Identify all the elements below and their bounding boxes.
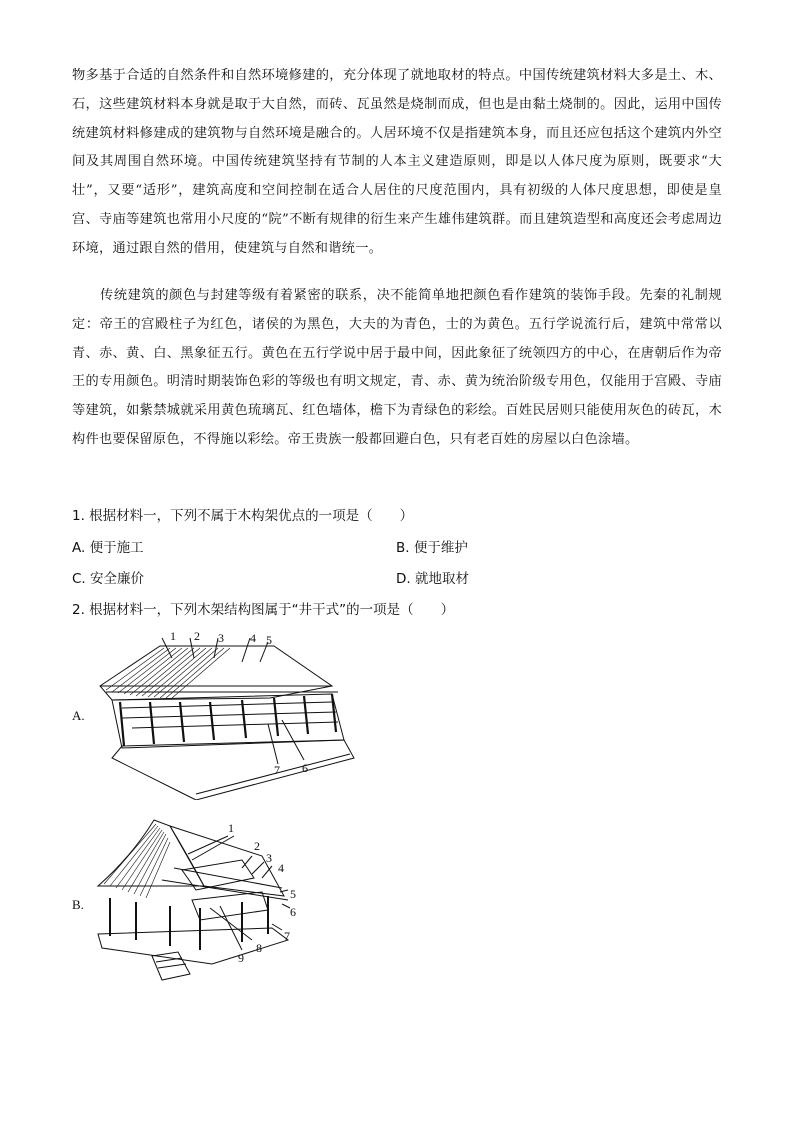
question-2-stem: 2. 根据材料一，下列木架结构图属于“井干式”的一项是（ ） [72, 602, 455, 618]
figure-b-callout-5: 5 [290, 887, 296, 901]
figure-a-callout-5: 5 [266, 633, 272, 647]
question-1-stem: 1. 根据材料一，下列不属于木构架优点的一项是（ ） [72, 508, 414, 524]
figure-a-callout-1: 1 [170, 629, 176, 643]
figure-a-callout-4: 4 [250, 631, 256, 645]
figure-b-callout-3: 3 [266, 851, 272, 865]
figure-a-callout-7: 7 [274, 763, 280, 777]
passage-paragraph-1: 物多基于合适的自然条件和自然环境修建的，充分体现了就地取材的特点。中国传统建筑材料大多是土、木、石，这些建筑材料本身就是取于大自然，而砖、瓦虽然是烧制而成，但也是由黏土烧制的。因此，运用中国传统建筑材料修建成的建筑物与自然环境是融合的。人居环境不仅是指建筑本身，而且还应包括这个建筑内外空间及其周围自然环境。中国传统建筑坚持有节制的人本主义建造原则，即是以人体尺度为原则，既要求“大壮”，又要“适形”，建筑高度和空间控制在适合人居住的尺度范围内，具有初级的人体尺度思想，即使是皇宫、寺庙等建筑也常用小尺度的“院”不断有规律的衍生来产生雄伟建筑群。而且建筑造型和高度还会考虑周边环境，通过跟自然的借用，使建筑与自然和谐统一。 [72, 68, 722, 256]
figure-b-label[interactable]: B. [72, 897, 84, 912]
question-1-option-d[interactable]: D. 就地取材 [396, 571, 469, 587]
figure-b-callout-7: 7 [284, 929, 290, 943]
figure-b-callout-8: 8 [256, 941, 262, 955]
passage-paragraph-2: 传统建筑的颜色与封建等级有着紧密的联系，决不能简单地把颜色看作建筑的装饰手段。先秦的礼制规定：帝王的宫殿柱子为红色，诸侯的为黑色，大夫的为青色，士的为黄色。五行学说流行后，建筑中常常以青、赤、黄、白、黑象征五行。黄色在五行学说中居于最中间，因此象征了统领四方的中心，在唐朝后作为帝王的专用颜色。明清时期装饰色彩的等级也有明文规定，青、赤、黄为统治阶级专用色，仅能用于宫殿、寺庙等建筑，如紫禁城就采用黄色琉璃瓦、红色墙体，檐下为青绿色的彩绘。百姓民居则只能使用灰色的砖瓦，木构件也要保留原色，不得施以彩绘。帝王贵族一般都回避白色，只有老百姓的房屋以白色涂墙。 [72, 288, 722, 447]
figure-b-callout-2: 2 [254, 839, 260, 853]
figure-a-callout-6: 6 [302, 761, 308, 775]
figure-a-timber-frame-drawing [92, 628, 360, 800]
figure-a-callout-2: 2 [194, 629, 200, 643]
question-1-option-c[interactable]: C. 安全廉价 [72, 571, 145, 587]
figure-b-callout-6: 6 [290, 905, 296, 919]
figure-b-callout-1: 1 [228, 821, 234, 835]
figure-b-callout-9: 9 [238, 951, 244, 965]
figure-a-callout-3: 3 [218, 631, 224, 645]
question-1-option-a[interactable]: A. 便于施工 [72, 540, 144, 556]
figure-b-timber-frame-drawing [92, 816, 304, 986]
figure-a-label[interactable]: A. [72, 708, 85, 723]
question-1-option-b[interactable]: B. 便于维护 [396, 540, 468, 556]
figure-b-callout-4: 4 [278, 861, 284, 875]
